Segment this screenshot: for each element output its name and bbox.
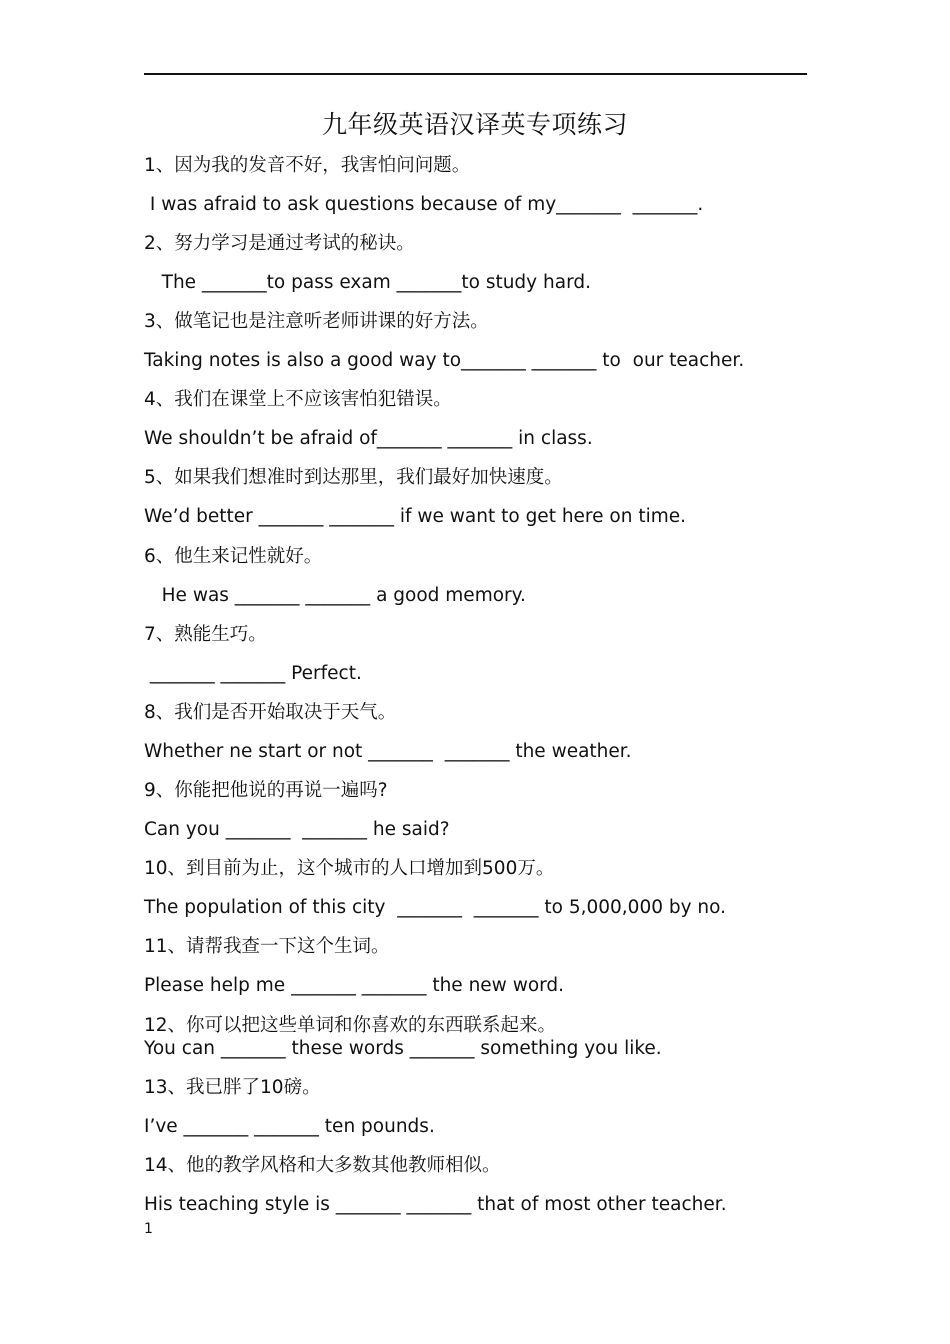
question-5-english: We’d better _______ _______ if we want to get here on time. (144, 506, 686, 527)
question-6-chinese: 6、他生来记性就好。 (144, 546, 323, 567)
question-9-english: Can you _______ _______ he said? (144, 819, 450, 840)
question-11-english: Please help me _______ _______ the new word. (144, 975, 565, 996)
question-10-english: The population of this city _______ _______ to 5,000,000 by no. (144, 897, 727, 918)
question-2-chinese: 2、努力学习是通过考试的秘诀。 (144, 233, 415, 254)
question-12-english: You can _______ these words _______ something you like. (144, 1038, 662, 1059)
question-8-chinese: 8、我们是否开始取决于天气。 (144, 702, 397, 723)
question-2-english: The _______to pass exam _______to study hard. (144, 272, 591, 293)
question-1-chinese: 1、因为我的发音不好，我害怕问问题。 (144, 155, 471, 176)
question-13-english: I’ve _______ _______ ten pounds. (144, 1116, 435, 1137)
page-number: 1 (144, 1221, 153, 1237)
question-7-chinese: 7、熟能生巧。 (144, 624, 267, 645)
question-4-chinese: 4、我们在课堂上不应该害怕犯错误。 (144, 389, 452, 410)
question-7-english: _______ _______ Perfect. (144, 663, 362, 684)
question-9-chinese: 9、你能把他说的再说一遍吗? (144, 780, 388, 801)
question-10-chinese: 10、到目前为止，这个城市的人口增加到500万。 (144, 858, 555, 879)
question-13-chinese: 13、我已胖了10磅。 (144, 1077, 321, 1098)
question-6-english: He was _______ _______ a good memory. (144, 585, 526, 606)
question-8-english: Whether ne start or not _______ _______ the weather. (144, 741, 632, 762)
question-14-english: His teaching style is _______ _______ that of most other teacher. (144, 1194, 727, 1215)
question-3-chinese: 3、做笔记也是注意听老师讲课的好方法。 (144, 311, 489, 332)
question-5-chinese: 5、如果我们想准时到达那里，我们最好加快速度。 (144, 467, 563, 488)
question-4-english: We shouldn’t be afraid of_______ _______ in class. (144, 428, 593, 449)
question-14-chinese: 14、他的教学风格和大多数其他教师相似。 (144, 1155, 501, 1176)
question-12-chinese: 12、你可以把这些单词和你喜欢的东西联系起来。 (144, 1015, 557, 1036)
question-1-english: I was afraid to ask questions because of my_______ _______. (144, 194, 704, 215)
question-3-english: Taking notes is also a good way to_______ _______ to our teacher. (144, 350, 745, 371)
header-rule (144, 73, 807, 75)
document-title: 九年级英语汉译英专项练习 (321, 110, 628, 139)
question-11-chinese: 11、请帮我查一下这个生词。 (144, 936, 390, 957)
